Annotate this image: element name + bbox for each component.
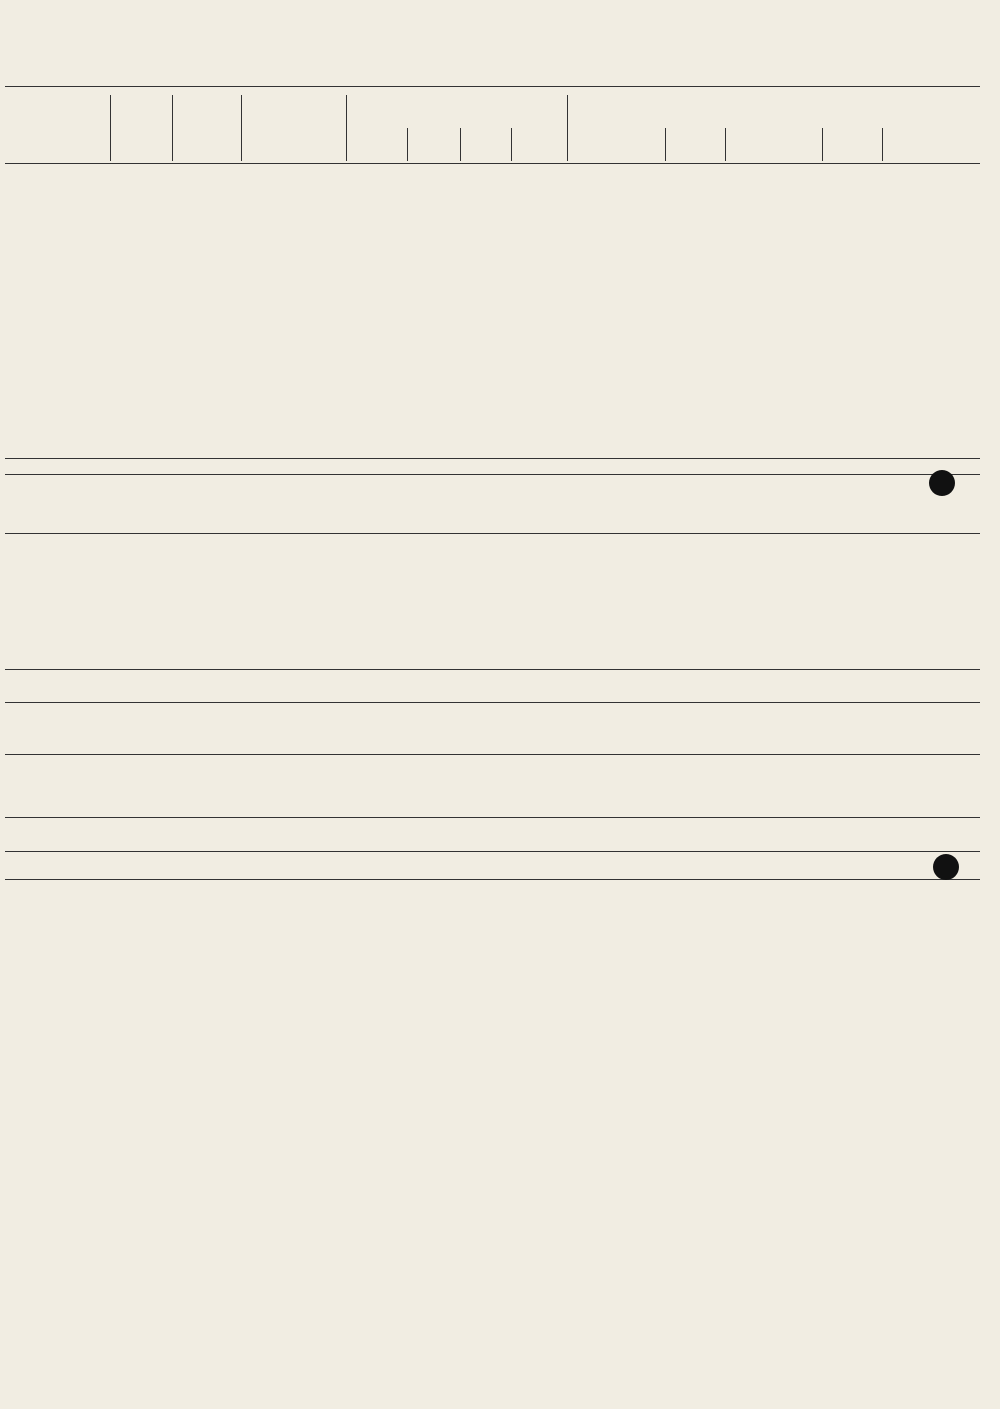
punch-hole [933,854,959,880]
punch-hole [929,470,955,496]
